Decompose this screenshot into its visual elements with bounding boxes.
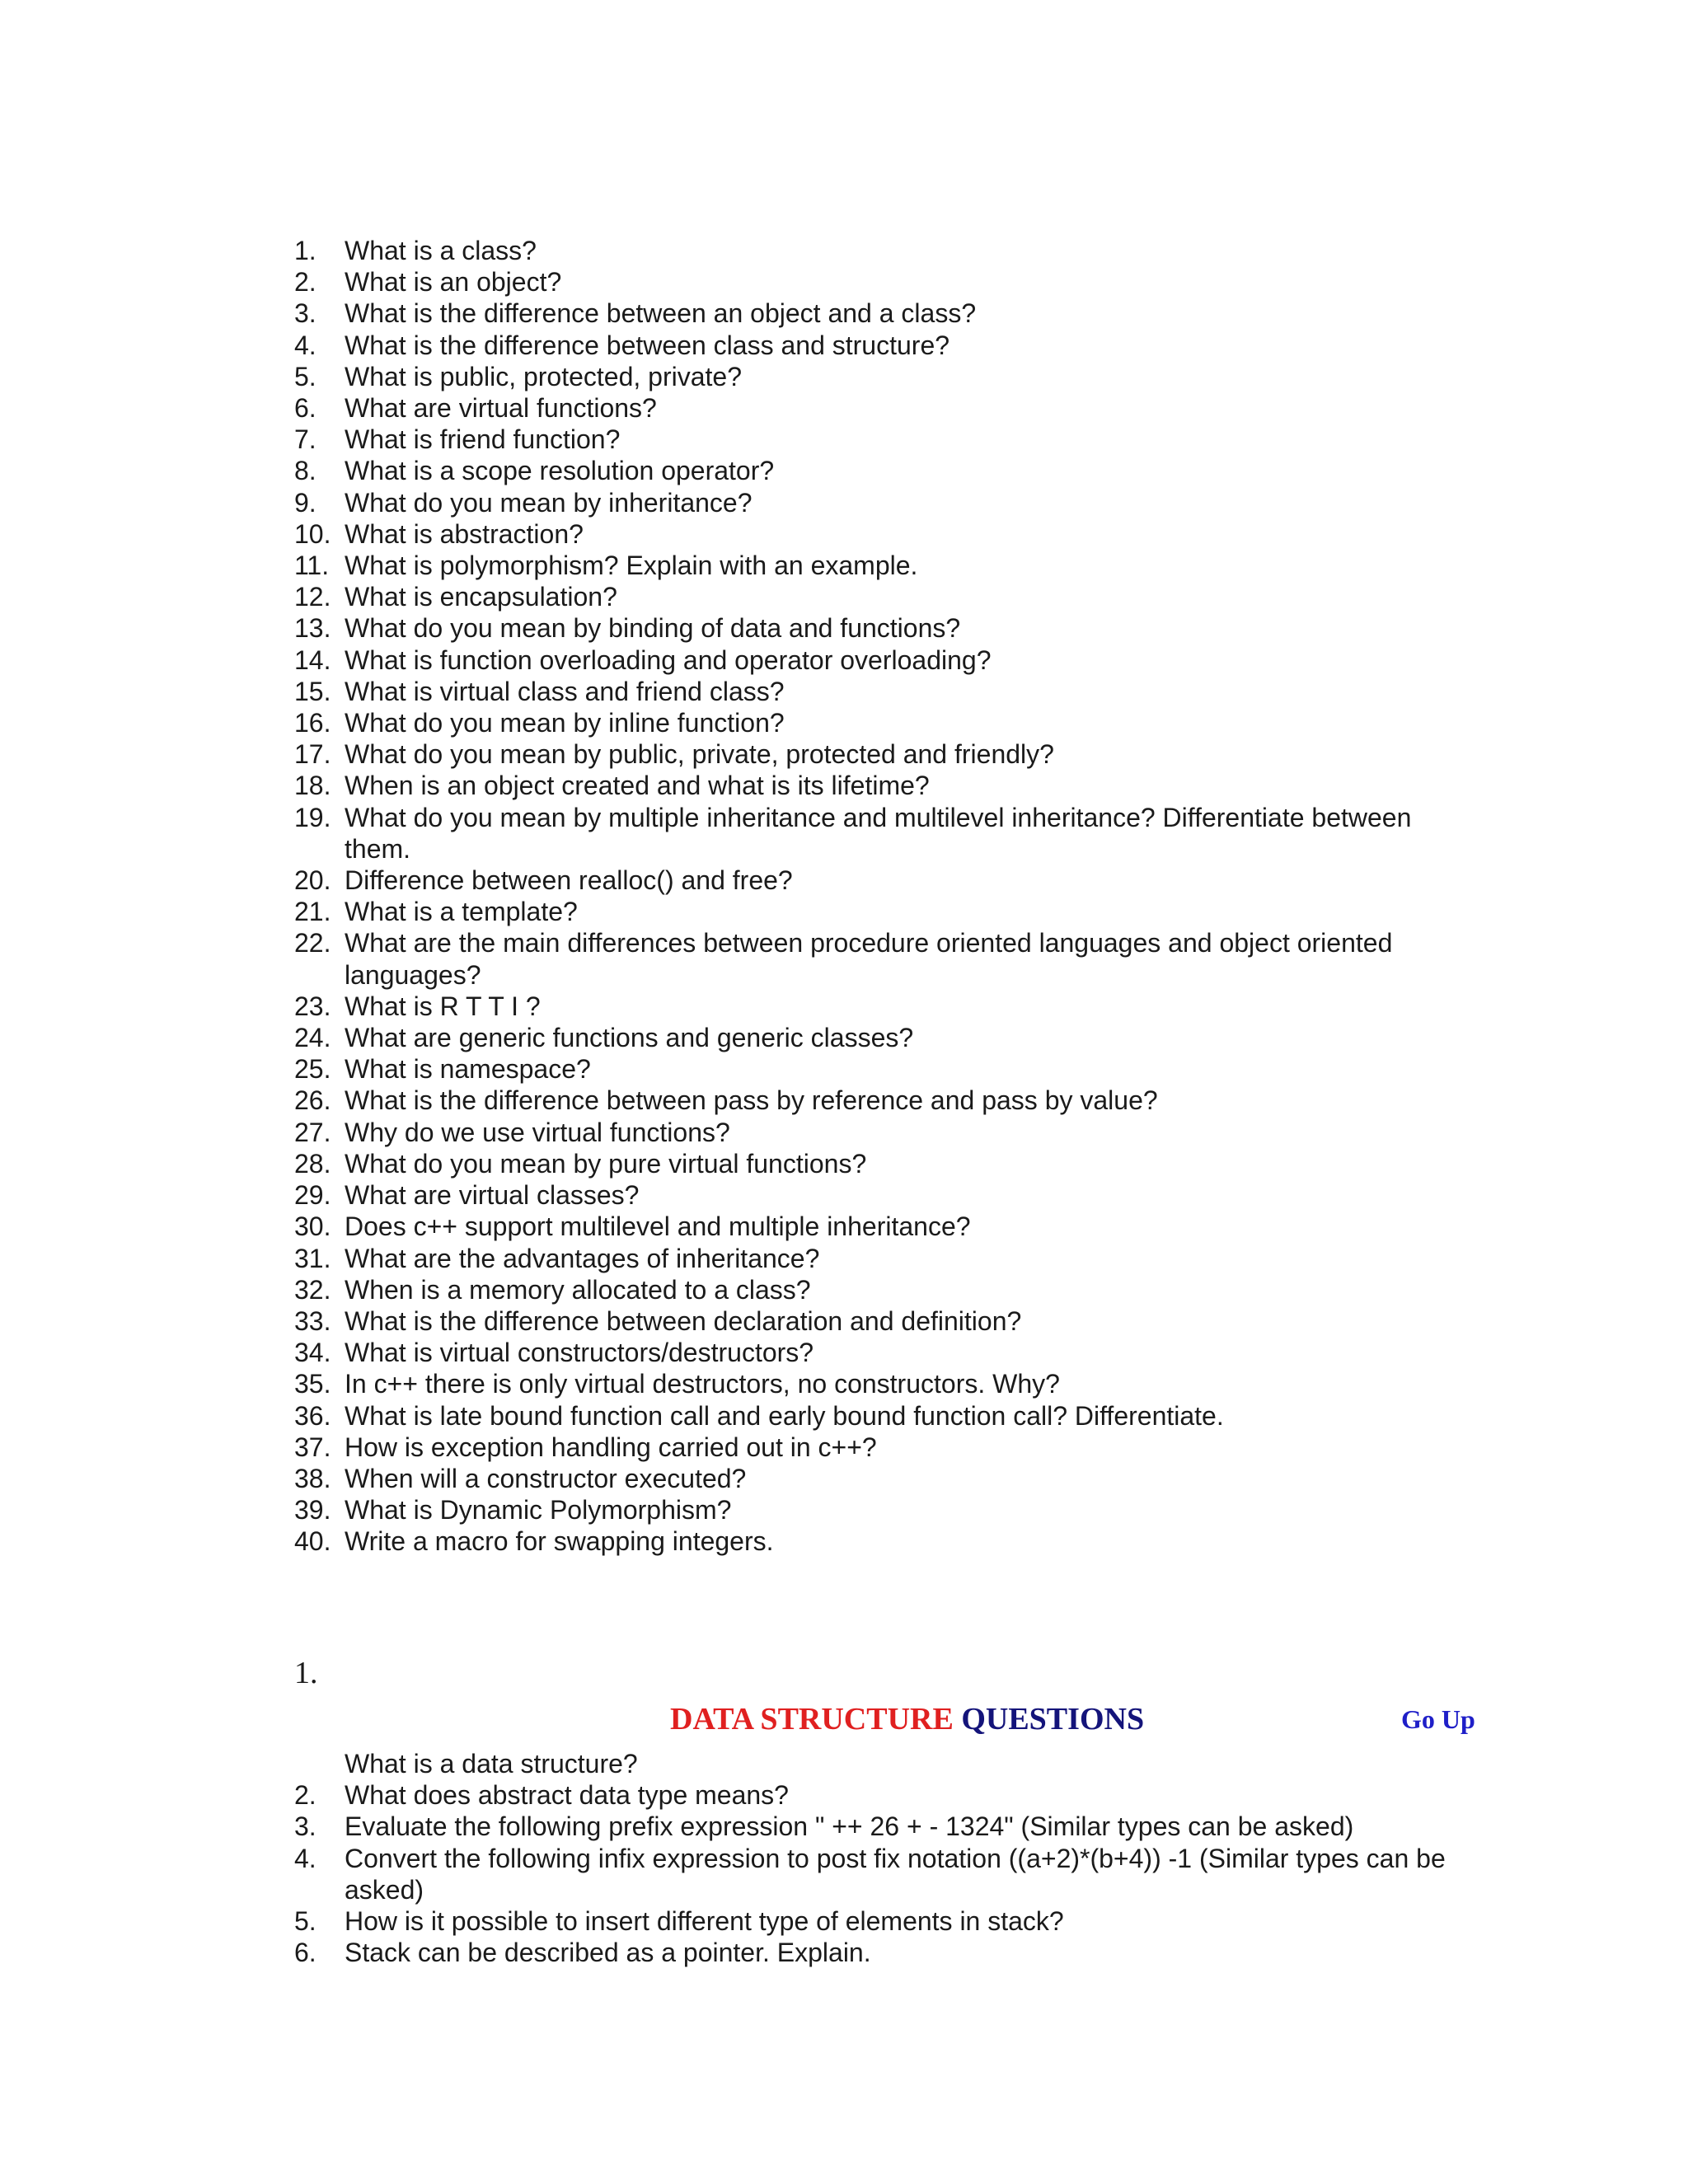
list-item bbox=[294, 644, 1465, 676]
item-number: 6. bbox=[294, 1938, 316, 1968]
item-number: 16. bbox=[294, 708, 331, 738]
item-text: What do you mean by pure virtual functions? bbox=[345, 1148, 867, 1179]
item-number: 5. bbox=[294, 361, 316, 391]
list-item bbox=[294, 392, 1465, 424]
item-text: What are generic functions and generic classes? bbox=[345, 1023, 914, 1053]
item-text: What are the advantages of inheritance? bbox=[345, 1243, 820, 1273]
ds-question-list bbox=[294, 1748, 1465, 1968]
item-text: Evaluate the following prefix expression " ++ 26 + - 1324" (Similar types can be asked) bbox=[345, 1811, 1354, 1842]
list-item bbox=[294, 1748, 1465, 1779]
list-item bbox=[294, 1368, 1465, 1399]
list-item bbox=[294, 1937, 1465, 1968]
item-text: What is R T T I ? bbox=[345, 991, 541, 1021]
list-item bbox=[294, 266, 1465, 298]
item-number: 8. bbox=[294, 456, 316, 486]
item-number: 1. bbox=[294, 236, 316, 265]
list-item bbox=[294, 1179, 1465, 1211]
item-number: 27. bbox=[294, 1117, 331, 1147]
item-number: 22. bbox=[294, 928, 331, 958]
item-number: 25. bbox=[294, 1054, 331, 1085]
item-text: Convert the following infix expression to post fix notation ((a+2)*(b+4)) -1 (Similar types can be asked) bbox=[345, 1843, 1446, 1905]
section-heading-part2: QUESTIONS bbox=[961, 1702, 1145, 1736]
item-text: What is the difference between declaration and definition? bbox=[345, 1305, 1022, 1336]
list-item bbox=[294, 770, 1465, 801]
list-item bbox=[294, 298, 1465, 329]
item-text: What is late bound function call and early bound function call? Differentiate. bbox=[345, 1400, 1224, 1431]
item-number: 17. bbox=[294, 739, 331, 770]
list-item bbox=[294, 235, 1465, 266]
item-number: 2. bbox=[294, 267, 316, 298]
section-heading-part1: DATA STRUCTURE bbox=[670, 1702, 954, 1736]
list-item bbox=[294, 707, 1465, 738]
item-number: 20. bbox=[294, 865, 331, 896]
item-number: 21. bbox=[294, 897, 331, 927]
list-item bbox=[294, 550, 1465, 581]
list-item bbox=[294, 330, 1465, 361]
item-number: 28. bbox=[294, 1148, 331, 1179]
item-text: Why do we use virtual functions? bbox=[345, 1117, 730, 1147]
item-text: What is the difference between an object and a class? bbox=[345, 298, 977, 329]
list-item bbox=[294, 1211, 1465, 1242]
item-number: 11. bbox=[294, 551, 330, 581]
item-text: What is function overloading and operator overloading? bbox=[345, 644, 992, 675]
item-text: When will a constructor executed? bbox=[345, 1463, 747, 1493]
item-text: What are the main differences between procedure oriented languages and object oriented languages? bbox=[345, 928, 1393, 990]
list-item bbox=[294, 1243, 1465, 1274]
item-text: What is encapsulation? bbox=[345, 582, 617, 612]
item-number: 40. bbox=[294, 1526, 331, 1557]
item-number: 31. bbox=[294, 1243, 331, 1273]
item-number: 4. bbox=[294, 330, 316, 360]
item-number: 37. bbox=[294, 1432, 331, 1462]
list-item bbox=[294, 865, 1465, 896]
item-text: What is friend function? bbox=[345, 424, 621, 455]
item-text: What are virtual functions? bbox=[345, 393, 657, 424]
list-item bbox=[294, 1400, 1465, 1432]
list-item bbox=[294, 927, 1465, 990]
item-text: What is public, protected, private? bbox=[345, 361, 743, 391]
go-up-link[interactable]: Go Up bbox=[1401, 1704, 1475, 1734]
item-number: 10. bbox=[294, 518, 331, 549]
item-number bbox=[294, 1748, 345, 1779]
list-item bbox=[294, 1905, 1465, 1937]
item-text: What is a scope resolution operator? bbox=[345, 456, 775, 486]
list-item bbox=[294, 738, 1465, 770]
item-number: 3. bbox=[294, 1811, 316, 1842]
item-number: 30. bbox=[294, 1212, 331, 1242]
item-number: 36. bbox=[294, 1400, 331, 1431]
list-item bbox=[294, 991, 1465, 1022]
list-item bbox=[294, 1117, 1465, 1148]
list-item bbox=[294, 1526, 1465, 1557]
item-text: Write a macro for swapping integers. bbox=[345, 1526, 774, 1557]
item-number: 24. bbox=[294, 1023, 331, 1053]
item-number: 12. bbox=[294, 582, 331, 612]
item-number: 39. bbox=[294, 1495, 331, 1526]
ds-first-item-number: 1. bbox=[294, 1656, 318, 1690]
item-text: What is an object? bbox=[345, 267, 562, 298]
list-item bbox=[294, 1843, 1465, 1905]
section-heading bbox=[670, 1701, 1144, 1737]
list-item bbox=[294, 1148, 1465, 1179]
item-number: 2. bbox=[294, 1780, 316, 1811]
list-item bbox=[294, 802, 1465, 865]
item-number: 33. bbox=[294, 1305, 331, 1336]
item-text: How is it possible to insert different type of elements in stack? bbox=[345, 1906, 1064, 1937]
list-item bbox=[294, 1085, 1465, 1116]
item-number: 18. bbox=[294, 771, 331, 801]
item-text: What is polymorphism? Explain with an example. bbox=[345, 551, 918, 581]
item-number: 7. bbox=[294, 424, 316, 455]
list-item bbox=[294, 518, 1465, 550]
item-text: What is the difference between pass by reference and pass by value? bbox=[345, 1085, 1158, 1116]
list-item bbox=[294, 1779, 1465, 1811]
item-text: When is a memory allocated to a class? bbox=[345, 1274, 811, 1305]
list-item bbox=[294, 1022, 1465, 1053]
item-text: What is a template? bbox=[345, 897, 578, 927]
item-number: 38. bbox=[294, 1463, 331, 1493]
item-text: What is virtual constructors/destructors? bbox=[345, 1338, 814, 1368]
list-item bbox=[294, 455, 1465, 486]
list-item bbox=[294, 896, 1465, 927]
item-text: What are virtual classes? bbox=[345, 1180, 640, 1211]
item-number: 14. bbox=[294, 644, 331, 675]
item-text: What do you mean by inheritance? bbox=[345, 487, 753, 518]
list-item bbox=[294, 581, 1465, 612]
item-text: What is abstraction? bbox=[345, 518, 584, 549]
item-number: 29. bbox=[294, 1180, 331, 1211]
list-item bbox=[294, 676, 1465, 707]
item-text: What is a class? bbox=[345, 236, 537, 265]
item-number: 3. bbox=[294, 298, 316, 329]
item-text: What is virtual class and friend class? bbox=[345, 676, 785, 706]
item-text: Difference between realloc() and free? bbox=[345, 865, 793, 896]
oop-question-list bbox=[294, 235, 1465, 1558]
item-number: 26. bbox=[294, 1085, 331, 1116]
item-text: Does c++ support multilevel and multiple inheritance? bbox=[345, 1212, 971, 1242]
item-text: What do you mean by binding of data and functions? bbox=[345, 613, 961, 644]
list-item bbox=[294, 487, 1465, 518]
item-text: How is exception handling carried out in c++? bbox=[345, 1432, 877, 1462]
item-number: 15. bbox=[294, 676, 331, 706]
item-text: What is the difference between class and structure? bbox=[345, 330, 950, 360]
item-number: 19. bbox=[294, 802, 331, 832]
item-text: What is Dynamic Polymorphism? bbox=[345, 1495, 732, 1526]
list-item bbox=[294, 1811, 1465, 1842]
item-number: 23. bbox=[294, 991, 331, 1021]
list-item bbox=[294, 424, 1465, 455]
item-text: What does abstract data type means? bbox=[345, 1780, 789, 1811]
item-text: Stack can be described as a pointer. Explain. bbox=[345, 1938, 871, 1968]
item-text: In c++ there is only virtual destructors, no constructors. Why? bbox=[345, 1369, 1060, 1399]
item-number: 35. bbox=[294, 1369, 331, 1399]
item-text: What is namespace? bbox=[345, 1054, 591, 1085]
item-text: What do you mean by multiple inheritance and multilevel inheritance? Differentiate between them. bbox=[345, 802, 1412, 864]
item-number: 6. bbox=[294, 393, 316, 424]
list-item bbox=[294, 612, 1465, 644]
list-item bbox=[294, 1432, 1465, 1463]
item-number: 32. bbox=[294, 1274, 331, 1305]
list-item bbox=[294, 361, 1465, 392]
list-item bbox=[294, 1463, 1465, 1494]
list-item bbox=[294, 1053, 1465, 1085]
list-item bbox=[294, 1494, 1465, 1526]
item-text: What do you mean by inline function? bbox=[345, 708, 785, 738]
list-item bbox=[294, 1305, 1465, 1337]
list-item bbox=[294, 1337, 1465, 1368]
item-text: What is a data structure? bbox=[345, 1749, 638, 1779]
item-number: 9. bbox=[294, 487, 316, 518]
item-text: When is an object created and what is its lifetime? bbox=[345, 771, 930, 801]
item-number: 5. bbox=[294, 1906, 316, 1937]
item-number: 13. bbox=[294, 613, 331, 644]
item-number: 4. bbox=[294, 1843, 316, 1873]
item-text: What do you mean by public, private, protected and friendly? bbox=[345, 739, 1054, 770]
item-number: 34. bbox=[294, 1338, 331, 1368]
list-item bbox=[294, 1274, 1465, 1305]
